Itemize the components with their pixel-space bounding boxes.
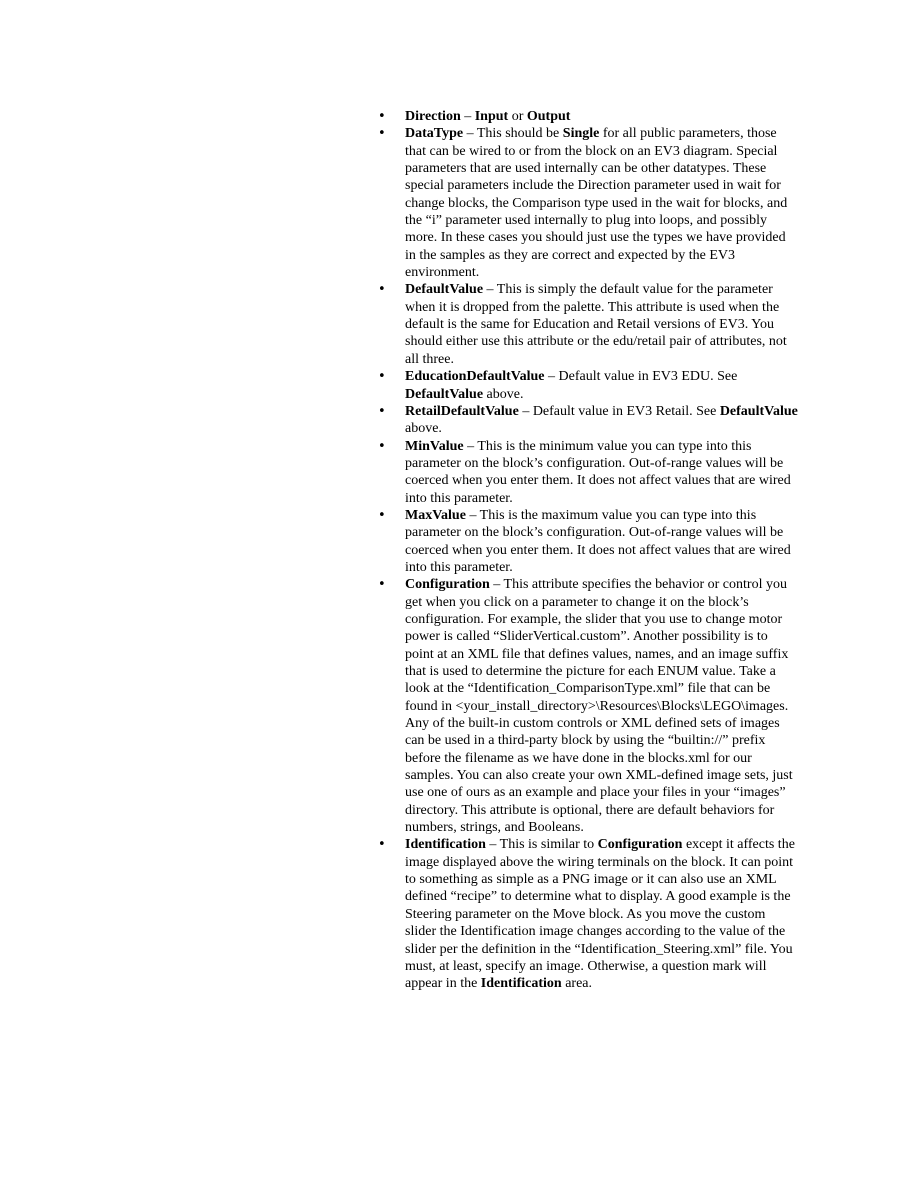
term-label: Identification [405, 837, 486, 853]
list-item [378, 438, 798, 507]
description-text: – This is similar to [485, 837, 598, 853]
description-text: – This should be [463, 126, 563, 142]
description-text: except it affects the image displayed above the wiring terminals on the block. It can point to something as simple as a PNG image or it can also use an XML defined “recipe” to determine what to display. A good example is the Steering parameter on the Move block. As you move the custom slider the Identification image changes according to the value of the slider per the definition in the “Identification_Steering.xml” file. You must, at least, specify an image. Otherwise, a question mark will appear in the [405, 837, 795, 992]
description-text: – Default value in EV3 EDU. See [544, 369, 738, 385]
term-label: DefaultValue [405, 386, 484, 402]
parameter-attribute-list [378, 108, 798, 993]
term-label: Direction [405, 109, 461, 124]
list-item-text [405, 282, 787, 366]
description-text: – This is the maximum value you can type into this parameter on the block’s configuration. Out-of-range values will be coerced when you enter them. It does not affect values that are wired into this parameter. [405, 507, 791, 575]
term-label: Input [474, 109, 509, 124]
term-label: MaxValue [405, 507, 466, 523]
list-item-text [405, 126, 787, 280]
term-label: RetailDefaultValue [405, 403, 519, 419]
list-item [378, 836, 798, 992]
list-item [378, 576, 798, 836]
list-item [378, 403, 798, 438]
term-label: EducationDefaultValue [405, 369, 545, 385]
list-item-text [405, 508, 791, 575]
list-item-text [405, 369, 737, 401]
term-label: Single [562, 126, 600, 142]
description-text: – This is simply the default value for the parameter when it is dropped from the palette. This attribute is used when the default is the same for Education and Retail versions of EV3. You should either use this attribute or the edu/retail pair of attributes, not all three. [405, 282, 787, 367]
bullet-icon: • [378, 837, 386, 853]
term-label: DataType [405, 126, 464, 142]
list-item-text [405, 577, 793, 835]
bullet-icon: • [378, 109, 386, 124]
term-label: MinValue [405, 438, 464, 454]
description-text: – This attribute specifies the behavior or control you get when you click on a parameter to change it on the block’s configuration. For example, the slider that you use to change motor power is called “SliderVertical.custom”. Another possibility is to point at an XML file that defines values, names, and an image suffix that is used to determine the picture for each ENUM value. Take a look at the “Identification_ComparisonType.xml” file that can be found in <your_install_directory>\Resources\Blocks\LEGO\images. Any of the built-in custom controls or XML defined sets of images can be used in a third-party block by using the “builtin://” prefix before the filename as we have done in the blocks.xml for our samples. You can also create your own XML-defined image sets, just use one of ours as an example and place your files in your “images” directory. This attribute is optional, there are default behaviors for numbers, strings, and Booleans. [405, 577, 793, 836]
bullet-icon: • [378, 282, 386, 298]
description-text: – [460, 109, 475, 124]
term-label: DefaultValue [405, 282, 484, 298]
list-item [378, 281, 798, 368]
list-item [378, 125, 798, 281]
bullet-icon: • [378, 438, 386, 454]
description-text: or [508, 109, 527, 124]
description-text: above. [405, 421, 442, 437]
bullet-icon: • [378, 369, 386, 385]
bullet-icon: • [378, 577, 386, 593]
list-item-text [405, 404, 798, 436]
list-item-text [405, 837, 795, 991]
term-label: Configuration [597, 837, 683, 853]
list-item-text [405, 439, 791, 506]
list-item [378, 368, 798, 403]
list-item-text [405, 109, 570, 124]
bullet-icon: • [378, 126, 386, 142]
bullet-icon: • [378, 403, 386, 419]
term-label: DefaultValue [719, 403, 798, 419]
description-text: – This is the minimum value you can type into this parameter on the block’s configuration. Out-of-range values will be coerced when you enter them. It does not affect values that are wired into this parameter. [405, 438, 791, 506]
list-item [378, 507, 798, 576]
description-text: for all public parameters, those that can be wired to or from the block on an EV3 diagram. Special parameters that are used internally can be other datatypes. These special parameters include the Direction parameter used in wait for change blocks, the Comparison type used in the wait for blocks, and the “i” parameter used internally to plug into loops, and possibly more. In these cases you should just use the types we have provided in the samples as they are correct and expected by the EV3 environment. [405, 126, 788, 281]
term-label: Configuration [405, 577, 490, 593]
description-text: – Default value in EV3 Retail. See [518, 403, 720, 419]
term-label: Identification [480, 976, 562, 992]
list-item [378, 108, 798, 125]
description-text: area. [561, 976, 592, 992]
term-label: Output [526, 109, 571, 124]
description-text: above. [483, 386, 524, 402]
bullet-icon: • [378, 507, 386, 523]
